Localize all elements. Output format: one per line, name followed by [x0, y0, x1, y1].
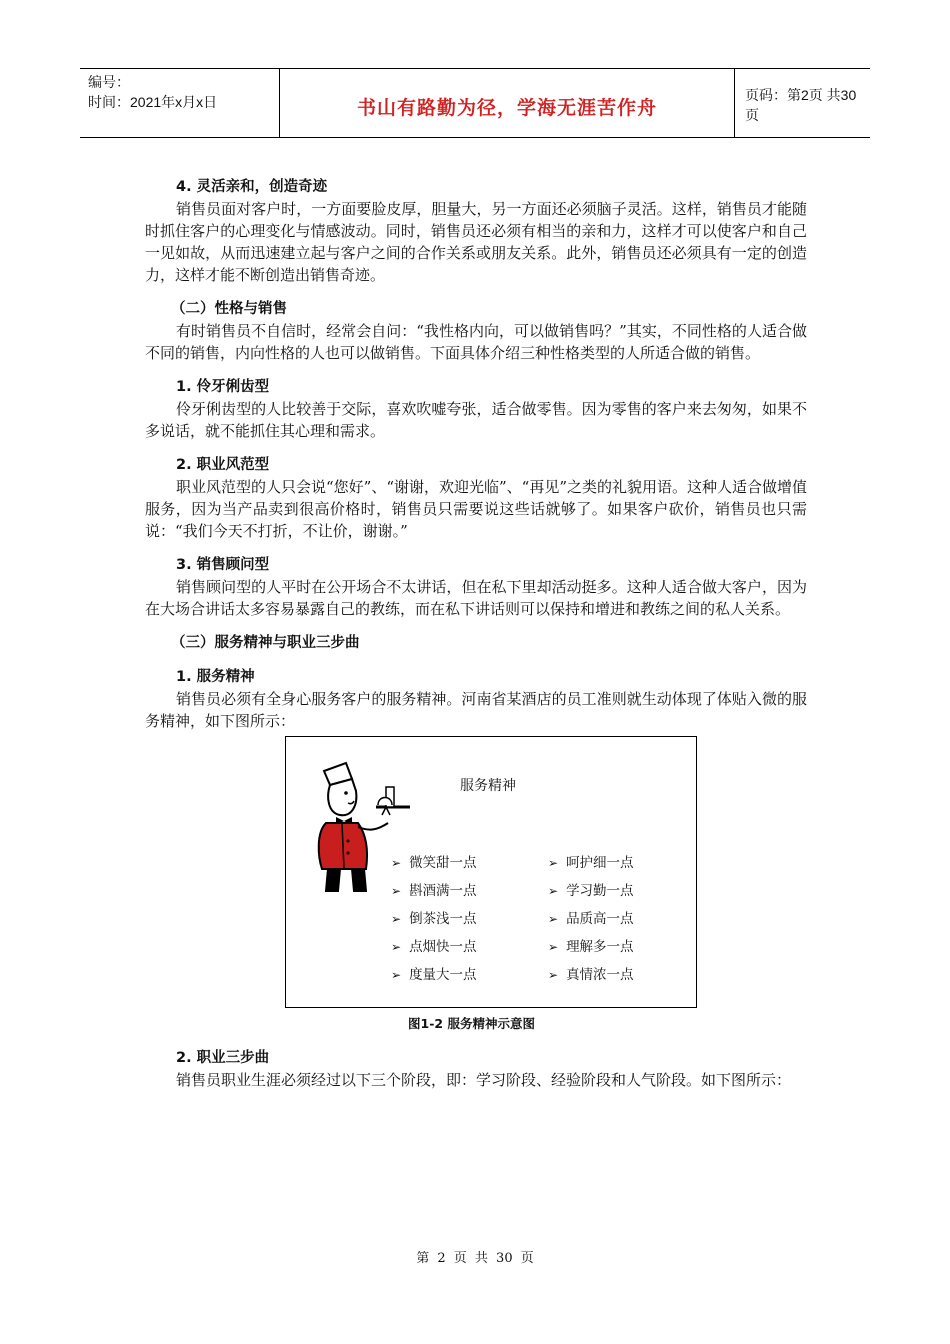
arrow-icon: ➢: [548, 856, 559, 870]
section-heading: 1. 服务精神: [176, 669, 255, 685]
paragraph: 伶牙俐齿型的人比较善于交际，喜欢吹嘘夸张，适合做零售。因为零售的客户来去匆匆，如果不多说话，就不能抓住其心理和需求。: [145, 400, 807, 440]
document-body: [145, 176, 807, 1091]
figure-item-right-1: ➢ 呵护细一点: [548, 852, 634, 874]
paragraph: 职业风范型的人只会说“您好”、“谢谢，欢迎光临”、“再见”之类的礼貌用语。这种人适合做增值服务，因为当产品卖到很高价格时，销售员只需要说这些话就够了。如果客户砍价，销售员也只需说：“我们今天不打折，不让价，谢谢。”: [145, 478, 808, 540]
number-label: 编号：: [88, 74, 130, 90]
paragraph: 销售员面对客户时，一方面要脸皮厚，胆量大，另一方面还必须脑子灵活。这样，销售员才能随时抓住客户的心理变化与情感波动。同时，销售员还必须有相当的亲和力，这样才可以使客户和自己一见如故，从而迅速建立起与客户之间的合作关系或朋友关系。此外，销售员还必须具有一定的创造力，这样才能不断创造出销售奇迹。: [145, 200, 807, 284]
date-label: 时间：2021年x月x日: [88, 94, 218, 110]
arrow-icon: ➢: [548, 940, 559, 954]
figure-item-right-5: ➢ 真情浓一点: [548, 964, 634, 986]
figure-item-right-3: ➢ 品质高一点: [548, 908, 634, 930]
paragraph: 有时销售员不自信时，经常会自问：“我性格内向，可以做销售吗？”其实，不同性格的人适合做不同的销售，内向性格的人也可以做销售。下面具体介绍三种性格类型的人所适合做的销售。: [145, 322, 807, 362]
paragraph: 销售员必须有全身心服务客户的服务精神。河南省某酒店的员工准则就生动体现了体贴入微的服务精神，如下图所示：: [145, 690, 807, 730]
figure-item-left-4: ➢ 点烟快一点: [391, 936, 477, 958]
figure-title: 服务精神: [460, 778, 516, 794]
section-heading: （三）服务精神与职业三步曲: [171, 635, 360, 651]
section-heading: （二）性格与销售: [171, 301, 287, 317]
arrow-icon: ➢: [391, 940, 402, 954]
section-heading: 1. 伶牙俐齿型: [176, 379, 270, 395]
arrow-icon: ➢: [391, 968, 402, 982]
paragraph: 销售员职业生涯必须经过以下三个阶段，即：学习阶段、经验阶段和人气阶段。如下图所示：: [176, 1071, 792, 1089]
figure-item-left-3: ➢ 倒茶浅一点: [391, 908, 477, 930]
arrow-icon: ➢: [391, 856, 402, 870]
waiter-illustration: [306, 757, 416, 897]
paragraph: 销售顾问型的人平时在公开场合不太讲话，但在私下里却活动挺多。这种人适合做大客户，因为在大场合讲话太多容易暴露自己的教练，而在私下讲话则可以保持和增进和教练之间的私人关系。: [145, 578, 807, 618]
section-heading: 4. 灵活亲和，创造奇迹: [176, 179, 328, 195]
arrow-icon: ➢: [548, 968, 559, 982]
header-meta-cell: [80, 69, 280, 137]
arrow-icon: ➢: [391, 912, 402, 926]
section-heading: 3. 销售顾问型: [176, 557, 270, 573]
section-heading: 2. 职业风范型: [176, 457, 270, 473]
figure-item-right-4: ➢ 理解多一点: [548, 936, 634, 958]
arrow-icon: ➢: [391, 884, 402, 898]
page-footer: 第 2 页 共 30 页: [416, 1251, 534, 1266]
figure-item-left-2: ➢ 斟酒满一点: [391, 880, 477, 902]
arrow-icon: ➢: [548, 912, 559, 926]
arrow-icon: ➢: [548, 884, 559, 898]
header-motto: 书山有路勤为径，学海无涯苦作舟: [280, 69, 735, 137]
service-spirit-figure: [285, 736, 697, 1008]
section-heading: 2. 职业三步曲: [176, 1050, 270, 1066]
header-page-info: 页码：第2页 共30页: [745, 87, 857, 123]
figure-item-left-5: ➢ 度量大一点: [391, 964, 477, 986]
figure-item-left-1: ➢ 微笑甜一点: [391, 852, 477, 874]
document-header: [80, 68, 870, 138]
figure-caption: 图1-2 服务精神示意图: [408, 1016, 535, 1031]
figure-item-right-2: ➢ 学习勤一点: [548, 880, 634, 902]
